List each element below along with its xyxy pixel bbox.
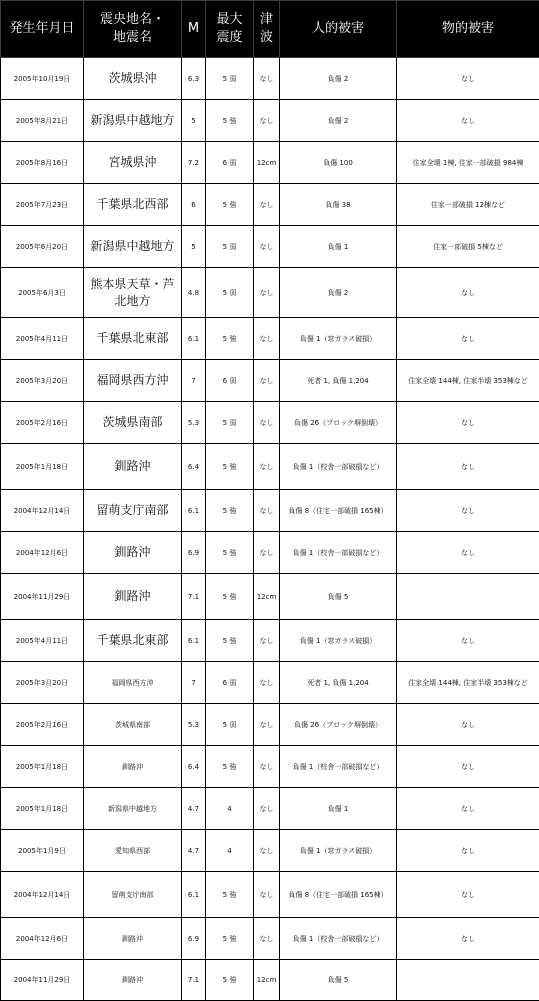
cell-magnitude: 6.1 xyxy=(182,490,206,532)
cell-tsunami: なし xyxy=(254,184,280,226)
cell-human-damage: 負傷 26（ブロック塀倒壊） xyxy=(280,402,397,444)
cell-epicenter: 留萌支庁南部 xyxy=(84,490,182,532)
cell-property-damage: なし xyxy=(397,830,539,872)
cell-property-damage xyxy=(397,960,539,1001)
cell-epicenter: 釧路沖 xyxy=(84,746,182,788)
cell-tsunami: なし xyxy=(254,226,280,268)
cell-property-damage: 住家一部破損 5棟など xyxy=(397,226,539,268)
cell-date: 2005年3月20日 xyxy=(1,360,84,402)
table-row xyxy=(1,704,539,746)
cell-human-damage: 負傷 38 xyxy=(280,184,397,226)
cell-property-damage: 住家全壊 1棟, 住家一部破損 984棟 xyxy=(397,142,539,184)
cell-epicenter: 釧路沖 xyxy=(84,444,182,490)
table-row xyxy=(1,960,539,1001)
cell-epicenter: 新潟県中越地方 xyxy=(84,788,182,830)
cell-magnitude: 6.1 xyxy=(182,620,206,662)
cell-human-damage: 負傷 1（窓ガラス破損） xyxy=(280,318,397,360)
cell-date: 2004年12月14日 xyxy=(1,872,84,918)
cell-property-damage: なし xyxy=(397,318,539,360)
cell-intensity: 5 弱 xyxy=(206,704,254,746)
cell-property-damage: なし xyxy=(397,444,539,490)
cell-date: 2004年12月14日 xyxy=(1,490,84,532)
cell-property-damage: 住家全壊 144棟, 住家半壊 353棟など xyxy=(397,662,539,704)
cell-tsunami: 12cm xyxy=(254,574,280,620)
cell-epicenter: 千葉県北東部 xyxy=(84,620,182,662)
cell-tsunami: なし xyxy=(254,918,280,960)
cell-epicenter: 宮城県沖 xyxy=(84,142,182,184)
cell-magnitude: 6.9 xyxy=(182,918,206,960)
cell-magnitude: 6.1 xyxy=(182,318,206,360)
cell-property-damage: なし xyxy=(397,918,539,960)
table-row xyxy=(1,830,539,872)
cell-magnitude: 6.4 xyxy=(182,746,206,788)
cell-tsunami: なし xyxy=(254,100,280,142)
table-row xyxy=(1,360,539,402)
cell-magnitude: 7.2 xyxy=(182,142,206,184)
cell-property-damage: なし xyxy=(397,100,539,142)
cell-human-damage: 負傷 1（校舎一部破損など） xyxy=(280,532,397,574)
cell-property-damage xyxy=(397,574,539,620)
cell-date: 2004年12月6日 xyxy=(1,918,84,960)
cell-date: 2005年2月16日 xyxy=(1,402,84,444)
table-row xyxy=(1,620,539,662)
cell-property-damage: なし xyxy=(397,58,539,100)
cell-intensity: 5 強 xyxy=(206,532,254,574)
cell-human-damage: 負傷 1（校舎一部破損など） xyxy=(280,444,397,490)
header-magnitude: M xyxy=(182,1,206,58)
cell-date: 2005年1月18日 xyxy=(1,444,84,490)
cell-tsunami: なし xyxy=(254,872,280,918)
cell-human-damage: 負傷 5 xyxy=(280,574,397,620)
cell-epicenter: 釧路沖 xyxy=(84,918,182,960)
cell-property-damage: なし xyxy=(397,620,539,662)
cell-intensity: 5 強 xyxy=(206,918,254,960)
cell-intensity: 5 強 xyxy=(206,960,254,1001)
cell-epicenter: 新潟県中越地方 xyxy=(84,226,182,268)
cell-magnitude: 5 xyxy=(182,226,206,268)
cell-magnitude: 6 xyxy=(182,184,206,226)
cell-date: 2005年8月21日 xyxy=(1,100,84,142)
cell-epicenter: 福岡県西方沖 xyxy=(84,662,182,704)
cell-property-damage: 住家全壊 144棟, 住家半壊 353棟など xyxy=(397,360,539,402)
table-row xyxy=(1,532,539,574)
cell-human-damage: 負傷 26（ブロック塀倒壊） xyxy=(280,704,397,746)
cell-human-damage: 負傷 8（住宅一部破損 165棟） xyxy=(280,490,397,532)
table-row xyxy=(1,184,539,226)
cell-human-damage: 負傷 1 xyxy=(280,788,397,830)
cell-date: 2005年6月3日 xyxy=(1,268,84,318)
cell-magnitude: 4.7 xyxy=(182,788,206,830)
cell-property-damage: なし xyxy=(397,268,539,318)
cell-tsunami: なし xyxy=(254,58,280,100)
cell-tsunami: 12cm xyxy=(254,960,280,1001)
cell-tsunami: なし xyxy=(254,268,280,318)
cell-magnitude: 4.8 xyxy=(182,268,206,318)
cell-date: 2004年11月29日 xyxy=(1,960,84,1001)
header-row xyxy=(1,1,539,58)
cell-property-damage: なし xyxy=(397,532,539,574)
cell-human-damage: 負傷 1（窓ガラス破損） xyxy=(280,620,397,662)
cell-human-damage: 負傷 2 xyxy=(280,268,397,318)
cell-epicenter: 新潟県中越地方 xyxy=(84,100,182,142)
cell-magnitude: 6.3 xyxy=(182,58,206,100)
cell-date: 2005年1月18日 xyxy=(1,788,84,830)
table-row xyxy=(1,788,539,830)
cell-property-damage: なし xyxy=(397,788,539,830)
cell-magnitude: 5.3 xyxy=(182,402,206,444)
cell-human-damage: 負傷 8（住宅一部破損 165棟） xyxy=(280,872,397,918)
cell-intensity: 5 弱 xyxy=(206,226,254,268)
cell-date: 2005年2月16日 xyxy=(1,704,84,746)
cell-intensity: 5 強 xyxy=(206,444,254,490)
cell-property-damage: 住家一部破損 12棟など xyxy=(397,184,539,226)
cell-human-damage: 負傷 2 xyxy=(280,100,397,142)
header-date: 発生年月日 xyxy=(1,1,84,58)
cell-human-damage: 負傷 2 xyxy=(280,58,397,100)
cell-epicenter: 熊本県天草・芦北地方 xyxy=(84,268,182,318)
cell-magnitude: 7.1 xyxy=(182,574,206,620)
header-tsunami: 津 波 xyxy=(254,1,280,58)
cell-tsunami: なし xyxy=(254,360,280,402)
header-human-damage: 人的被害 xyxy=(280,1,397,58)
cell-tsunami: なし xyxy=(254,746,280,788)
cell-magnitude: 5.3 xyxy=(182,704,206,746)
cell-intensity: 5 弱 xyxy=(206,268,254,318)
table-header xyxy=(1,1,539,58)
cell-epicenter: 愛知県西部 xyxy=(84,830,182,872)
table-row xyxy=(1,100,539,142)
cell-tsunami: なし xyxy=(254,788,280,830)
cell-intensity: 5 強 xyxy=(206,872,254,918)
cell-human-damage: 死者 1, 負傷 1,204 xyxy=(280,360,397,402)
cell-property-damage: なし xyxy=(397,704,539,746)
cell-date: 2005年10月19日 xyxy=(1,58,84,100)
cell-magnitude: 7 xyxy=(182,360,206,402)
cell-epicenter: 茨城県南部 xyxy=(84,704,182,746)
cell-tsunami: なし xyxy=(254,402,280,444)
cell-magnitude: 6.9 xyxy=(182,532,206,574)
cell-tsunami: 12cm xyxy=(254,142,280,184)
cell-date: 2005年4月11日 xyxy=(1,620,84,662)
cell-epicenter: 千葉県北西部 xyxy=(84,184,182,226)
table-body xyxy=(1,58,539,1001)
table-row xyxy=(1,490,539,532)
cell-intensity: 5 強 xyxy=(206,100,254,142)
cell-intensity: 6 弱 xyxy=(206,142,254,184)
cell-intensity: 6 弱 xyxy=(206,360,254,402)
cell-human-damage: 死者 1, 負傷 1,204 xyxy=(280,662,397,704)
cell-property-damage: なし xyxy=(397,490,539,532)
cell-human-damage: 負傷 1（校舎一部破損など） xyxy=(280,746,397,788)
cell-intensity: 5 強 xyxy=(206,746,254,788)
cell-date: 2005年3月20日 xyxy=(1,662,84,704)
table-row xyxy=(1,402,539,444)
cell-date: 2005年1月9日 xyxy=(1,830,84,872)
cell-intensity: 5 強 xyxy=(206,490,254,532)
cell-epicenter: 茨城県南部 xyxy=(84,402,182,444)
cell-date: 2005年4月11日 xyxy=(1,318,84,360)
cell-tsunami: なし xyxy=(254,532,280,574)
cell-epicenter: 千葉県北東部 xyxy=(84,318,182,360)
cell-tsunami: なし xyxy=(254,662,280,704)
cell-epicenter: 留萌支庁南部 xyxy=(84,872,182,918)
cell-tsunami: なし xyxy=(254,704,280,746)
header-intensity: 最大 震度 xyxy=(206,1,254,58)
cell-intensity: 5 強 xyxy=(206,574,254,620)
cell-date: 2005年1月18日 xyxy=(1,746,84,788)
header-epicenter: 震央地名・ 地震名 xyxy=(84,1,182,58)
cell-tsunami: なし xyxy=(254,444,280,490)
cell-intensity: 6 弱 xyxy=(206,662,254,704)
cell-tsunami: なし xyxy=(254,830,280,872)
table-row xyxy=(1,226,539,268)
cell-tsunami: なし xyxy=(254,490,280,532)
cell-intensity: 5 強 xyxy=(206,184,254,226)
cell-human-damage: 負傷 1（窓ガラス破損） xyxy=(280,830,397,872)
cell-human-damage: 負傷 1 xyxy=(280,226,397,268)
cell-tsunami: なし xyxy=(254,620,280,662)
cell-date: 2005年7月23日 xyxy=(1,184,84,226)
table-row xyxy=(1,918,539,960)
cell-magnitude: 7.1 xyxy=(182,960,206,1001)
table-row xyxy=(1,574,539,620)
cell-magnitude: 4.7 xyxy=(182,830,206,872)
cell-magnitude: 7 xyxy=(182,662,206,704)
cell-epicenter: 釧路沖 xyxy=(84,532,182,574)
table-row xyxy=(1,662,539,704)
table-row xyxy=(1,58,539,100)
cell-human-damage: 負傷 5 xyxy=(280,960,397,1001)
cell-magnitude: 6.1 xyxy=(182,872,206,918)
cell-human-damage: 負傷 1（校舎一部破損など） xyxy=(280,918,397,960)
cell-property-damage: なし xyxy=(397,872,539,918)
cell-intensity: 4 xyxy=(206,788,254,830)
table-row xyxy=(1,142,539,184)
cell-intensity: 5 弱 xyxy=(206,58,254,100)
cell-epicenter: 釧路沖 xyxy=(84,960,182,1001)
cell-tsunami: なし xyxy=(254,318,280,360)
cell-magnitude: 5 xyxy=(182,100,206,142)
table-row xyxy=(1,746,539,788)
cell-intensity: 5 強 xyxy=(206,318,254,360)
cell-intensity: 5 強 xyxy=(206,620,254,662)
cell-property-damage: なし xyxy=(397,402,539,444)
cell-date: 2005年6月20日 xyxy=(1,226,84,268)
header-property-damage: 物的被害 xyxy=(397,1,539,58)
table-row xyxy=(1,318,539,360)
cell-epicenter: 福岡県西方沖 xyxy=(84,360,182,402)
table-row xyxy=(1,872,539,918)
cell-date: 2004年12月6日 xyxy=(1,532,84,574)
cell-magnitude: 6.4 xyxy=(182,444,206,490)
cell-epicenter: 釧路沖 xyxy=(84,574,182,620)
cell-property-damage: なし xyxy=(397,746,539,788)
cell-human-damage: 負傷 100 xyxy=(280,142,397,184)
table-row xyxy=(1,444,539,490)
cell-epicenter: 茨城県沖 xyxy=(84,58,182,100)
table-row xyxy=(1,268,539,318)
cell-date: 2004年11月29日 xyxy=(1,574,84,620)
cell-intensity: 4 xyxy=(206,830,254,872)
cell-intensity: 5 弱 xyxy=(206,402,254,444)
cell-date: 2005年8月16日 xyxy=(1,142,84,184)
